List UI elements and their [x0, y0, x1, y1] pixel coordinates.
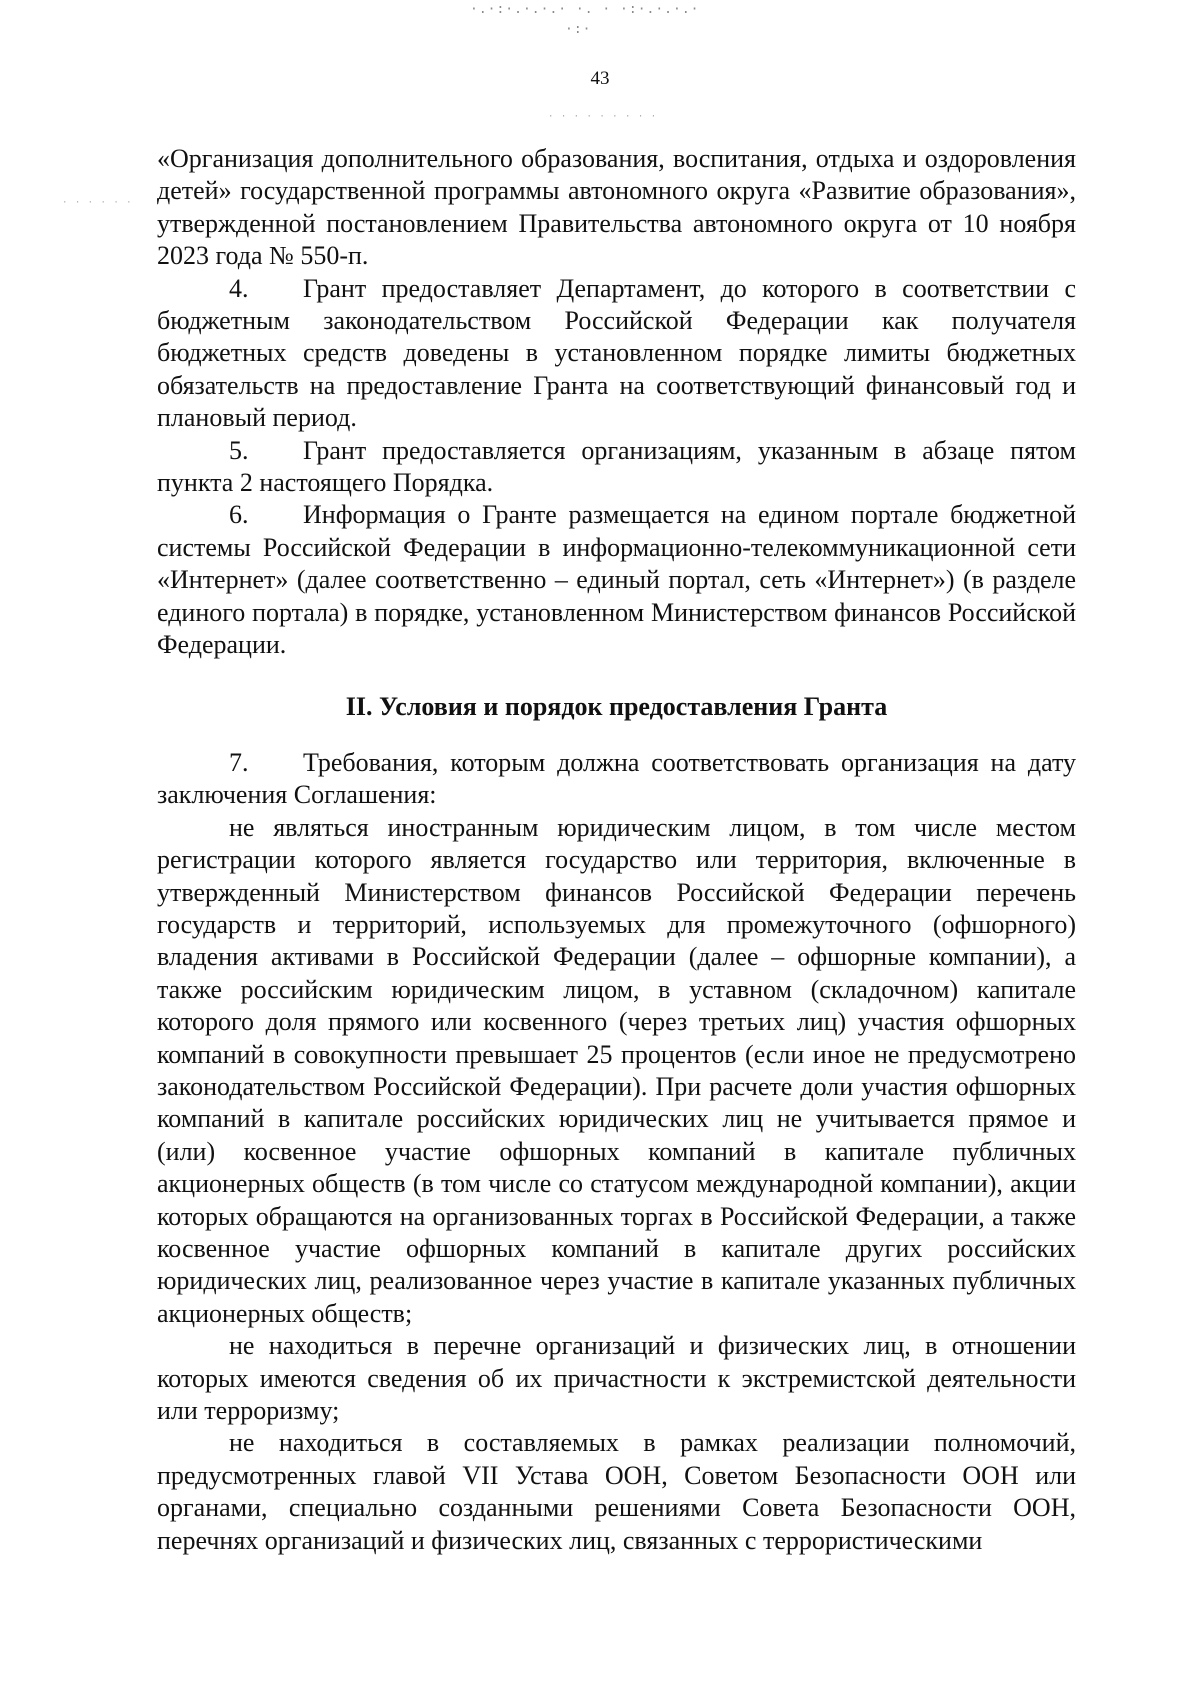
item-paragraph-5 — [157, 435, 1076, 500]
scan-noise-top-2: ·:· — [565, 22, 592, 37]
item-text: Грант предоставляет Департамент, до которого в соответствии с бюджетным законодательством Российской Федерации как получателя бюджетных средств доведены в установленном порядке лимиты бюджетных обязательств на предоставление Гранта на соответствующий финансовый год и плановый период. — [157, 273, 1076, 433]
item-number: 7. — [229, 747, 249, 777]
scan-noise-under-number: · · · · · · · · · — [548, 112, 658, 122]
item-paragraph-6 — [157, 499, 1076, 661]
section-heading: II. Условия и порядок предоставления Гранта — [345, 691, 888, 721]
scan-noise-top: ·.·:·.·.·.· ·. · ·:·.·.·.· — [470, 2, 700, 17]
intro-paragraph: «Организация дополнительного образования, воспитания, отдыха и оздоровления детей» государственной программы автономного округа «Развитие образования», утвержденной постановлением Правительства автономного округа от 10 ноября 2023 года № 550-п. — [157, 144, 1076, 271]
requirement-paragraph-2: не находиться в перечне организаций и физических лиц, в отношении которых имеются сведения об их причастности к экстремистской деятельности или терроризму; — [157, 1331, 1076, 1426]
item-text: Грант предоставляется организациям, указанным в абзаце пятом пункта 2 настоящего Порядка. — [157, 435, 1076, 498]
item-paragraph-7 — [157, 747, 1076, 812]
item-number: 6. — [229, 500, 249, 530]
item-text: Требования, которым должна соответствовать организация на дату заключения Соглашения: — [157, 747, 1076, 810]
item-number: 5. — [229, 435, 249, 465]
item-text: Информация о Гранте размещается на едином портале бюджетной системы Российской Федерации в информационно-телекоммуникационной сети «Интернет» (далее соответственно – единый портал, сеть «Интернет») (в разделе единого портала) в порядке, установленном Министерством финансов Российской Федерации. — [157, 500, 1076, 660]
scan-noise-left-margin: · · · · · · — [62, 198, 133, 208]
document-body — [157, 143, 1076, 1557]
page-number: 43 — [590, 68, 610, 89]
requirement-paragraph-3: не находиться в составляемых в рамках реализации полномочий, предусмотренных главой VII Устава ООН, Советом Безопасности ООН или органами, специально созданными решениями Совета Безопасности ООН, перечнях организаций и физических лиц, связанных с террористическими — [157, 1428, 1076, 1555]
requirement-paragraph-1: не являться иностранным юридическим лицом, в том числе местом регистрации которого является государство или территория, включенные в утвержденный Министерством финансов Российской Федерации перечень государств и территорий, используемых для промежуточного (офшорного) владения активами в Российской Федерации (далее – офшорные компании), а также российским юридическим лицом, в уставном (складочном) капитале которого доля прямого или косвенного (через третьих лиц) участия офшорных компаний в совокупности превышает 25 процентов (если иное не предусмотрено законодательством Российской Федерации). При расчете доли участия офшорных компаний в капитале российских юридических лиц не учитывается прямое и (или) косвенное участие офшорных компаний в капитале публичных акционерных обществ (в том числе со статусом международной компании), акции которых обращаются на организованных торгах в Российской Федерации, а также косвенное участие офшорных компаний в капитале других российских юридических лиц, реализованное через участие в капитале указанных публичных акционерных обществ; — [157, 812, 1076, 1328]
item-paragraph-4 — [157, 273, 1076, 435]
item-number: 4. — [229, 273, 249, 303]
